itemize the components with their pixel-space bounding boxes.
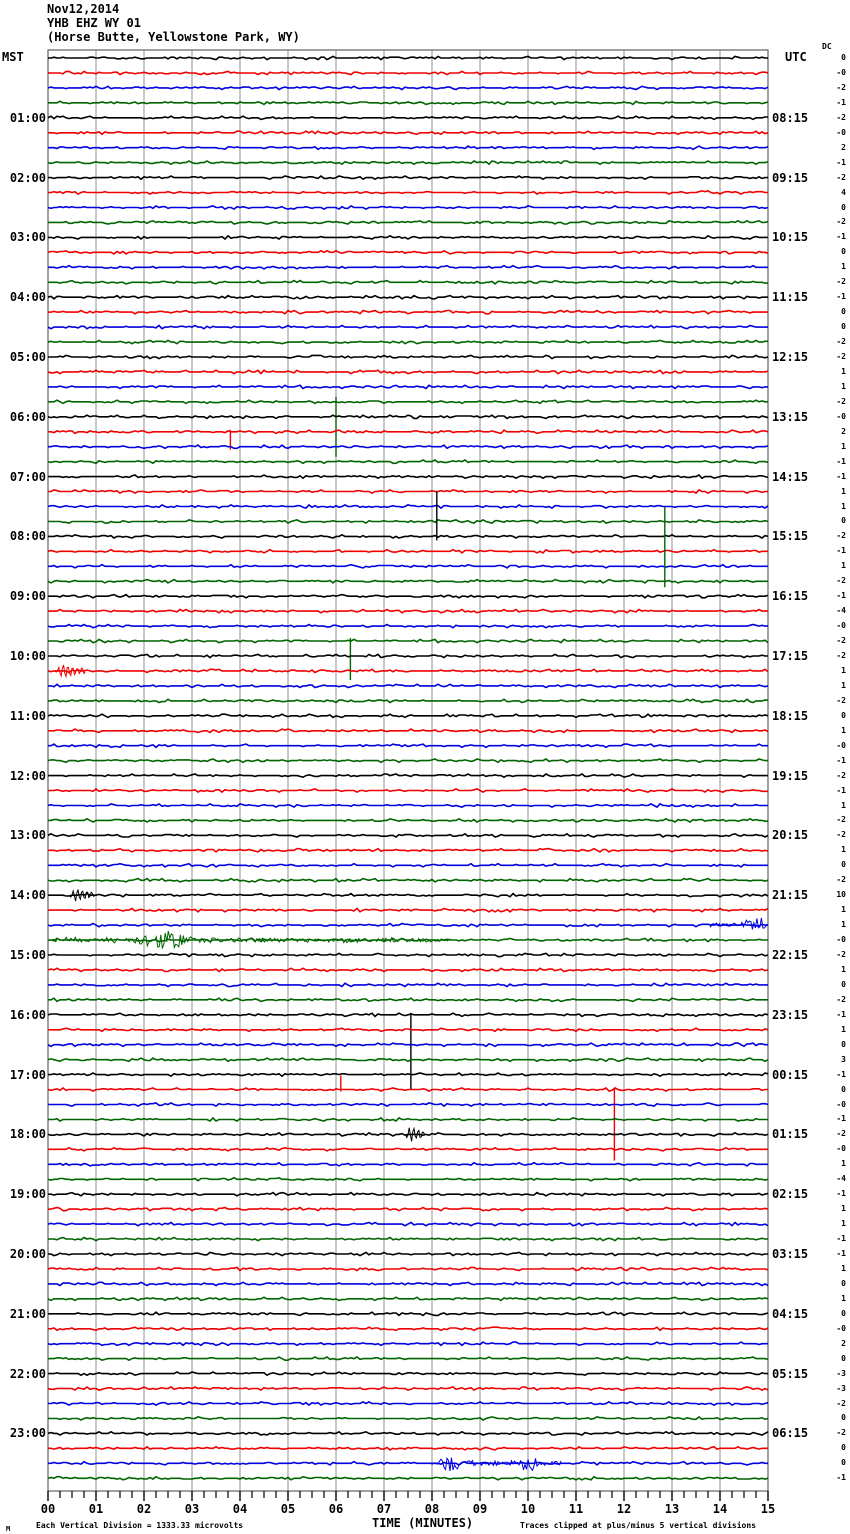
seismogram-trace xyxy=(48,340,768,343)
dc-offset-value: 0 xyxy=(841,53,846,62)
seismogram-trace xyxy=(48,864,768,867)
dc-offset-value: 1 xyxy=(841,501,846,511)
dc-offset-value: 1 xyxy=(841,1024,846,1034)
clipping-note: Traces clipped at plus/minus 5 vertical divisions xyxy=(520,1521,757,1530)
minute-tick-label: 02 xyxy=(136,1502,152,1516)
seismogram-trace xyxy=(48,1193,768,1196)
dc-offset-value: -1 xyxy=(836,1473,846,1483)
utc-time-label: 02:15 xyxy=(772,1187,809,1202)
dc-offset-value: -4 xyxy=(836,606,846,616)
seismogram-trace xyxy=(48,535,768,538)
dc-offset-value: 1 xyxy=(841,680,846,690)
dc-offset-value: 0 xyxy=(841,307,846,317)
dc-offset-value: -3 xyxy=(836,1368,846,1378)
dc-offset-value: 0 xyxy=(841,202,846,212)
dc-offset-value: -2 xyxy=(836,950,846,959)
dc-offset-value: -1 xyxy=(836,1009,846,1019)
seismogram-trace xyxy=(48,894,768,897)
dc-offset-value: -1 xyxy=(836,755,846,765)
seismogram-trace xyxy=(48,430,768,433)
mst-axis-title: MST xyxy=(2,50,24,64)
minute-tick-label: 01 xyxy=(88,1502,104,1516)
utc-time-label: 09:15 xyxy=(772,170,809,185)
seismogram-trace xyxy=(48,759,768,762)
mst-time-label: 04:00 xyxy=(9,290,46,305)
minute-tick-label: 12 xyxy=(616,1502,632,1516)
seismogram-trace xyxy=(48,909,768,912)
minute-tick-label: 07 xyxy=(376,1502,392,1516)
dc-offset-value: -2 xyxy=(836,576,846,586)
dc-offset-value: 0 xyxy=(841,322,846,332)
utc-time-label: 22:15 xyxy=(772,948,809,962)
seismogram-trace xyxy=(48,983,768,986)
dc-offset-value: 1 xyxy=(841,665,846,675)
utc-time-label: 13:15 xyxy=(772,409,809,424)
dc-column-title: DC xyxy=(822,42,832,51)
utc-time-label: 15:15 xyxy=(772,529,809,544)
seismogram-trace xyxy=(48,1387,768,1390)
mst-time-label: 22:00 xyxy=(9,1366,46,1381)
seismogram-trace xyxy=(48,1417,768,1420)
dc-offset-value: 1 xyxy=(841,1204,846,1214)
seismogram-trace xyxy=(48,699,768,702)
utc-time-label: 01:15 xyxy=(772,1127,809,1142)
seismogram-trace xyxy=(48,729,768,732)
mst-time-label: 06:00 xyxy=(9,409,46,424)
plot-frame xyxy=(48,50,768,1491)
dc-offset-value: -0 xyxy=(836,1323,846,1333)
seismogram-trace xyxy=(48,1118,768,1121)
seismogram-trace xyxy=(48,610,768,613)
dc-offset-value: 10 xyxy=(836,890,846,900)
mst-time-label: 12:00 xyxy=(9,768,46,783)
mst-time-label: 10:00 xyxy=(9,649,46,663)
dc-offset-value: 0 xyxy=(841,1039,846,1049)
dc-offset-value: -1 xyxy=(836,785,846,795)
dc-offset-value: -2 xyxy=(836,830,846,840)
seismogram-trace xyxy=(48,1043,768,1046)
seismogram-trace xyxy=(48,1148,768,1151)
dc-offset-value: 0 xyxy=(841,1443,846,1453)
seismogram-trace xyxy=(48,1327,768,1330)
mst-time-label: 16:00 xyxy=(9,1007,46,1022)
minute-tick-label: 09 xyxy=(472,1502,488,1516)
footer-margin-mark: M xyxy=(6,1525,11,1533)
dc-offset-value: -2 xyxy=(836,82,846,92)
seismogram-trace xyxy=(48,565,768,568)
dc-offset-value: 1 xyxy=(841,486,846,496)
seismogram-trace xyxy=(48,221,768,224)
dc-offset-value: -2 xyxy=(836,815,846,825)
mst-time-label: 21:00 xyxy=(9,1306,46,1321)
event-tremor xyxy=(710,918,767,929)
dc-offset-value: -0 xyxy=(836,740,846,750)
minute-tick-label: 08 xyxy=(424,1502,440,1516)
seismogram-trace xyxy=(48,206,768,209)
seismogram-trace xyxy=(48,849,768,852)
seismogram-trace xyxy=(48,774,768,777)
dc-offset-value: -2 xyxy=(836,112,846,122)
seismogram-trace xyxy=(48,819,768,822)
utc-time-label: 11:15 xyxy=(772,290,809,305)
dc-offset-value: -0 xyxy=(836,1099,846,1109)
seismogram-trace xyxy=(48,251,768,254)
minute-tick-label: 06 xyxy=(328,1502,344,1516)
dc-offset-value: -2 xyxy=(836,994,846,1004)
event-tremor xyxy=(53,931,451,948)
dc-offset-value: 1 xyxy=(841,561,846,571)
seismogram-trace xyxy=(48,744,768,747)
dc-offset-value: -0 xyxy=(836,67,846,77)
seismogram-trace xyxy=(48,1372,768,1375)
seismogram-trace xyxy=(48,56,768,59)
dc-offset-value: -1 xyxy=(836,1114,846,1124)
minute-tick-label: 04 xyxy=(232,1502,248,1516)
dc-offset-value: -1 xyxy=(836,1234,846,1244)
seismogram-trace xyxy=(48,879,768,882)
seismogram-trace xyxy=(48,1028,768,1031)
seismogram-trace xyxy=(48,101,768,104)
seismogram-trace xyxy=(48,654,768,657)
dc-offset-value: 1 xyxy=(841,381,846,391)
minute-tick-label: 10 xyxy=(520,1502,536,1516)
utc-axis-title: UTC xyxy=(785,50,807,64)
utc-time-label: 00:15 xyxy=(772,1067,809,1082)
seismogram-trace xyxy=(48,370,768,373)
dc-offset-value: 0 xyxy=(841,1458,846,1468)
dc-offset-value: -1 xyxy=(836,97,846,107)
seismogram-trace xyxy=(48,639,768,642)
seismogram-trace xyxy=(48,281,768,284)
mst-time-label: 07:00 xyxy=(9,469,46,484)
utc-time-label: 06:15 xyxy=(772,1426,809,1441)
dc-offset-value: -2 xyxy=(836,1398,846,1408)
seismogram-trace xyxy=(48,789,768,792)
seismogram-trace xyxy=(48,445,768,448)
seismogram-trace xyxy=(48,1088,768,1091)
seismogram-trace xyxy=(48,385,768,388)
utc-time-label: 19:15 xyxy=(772,768,809,783)
dc-offset-value: -2 xyxy=(836,531,846,541)
minute-tick-label: 15 xyxy=(760,1502,776,1516)
mst-time-label: 05:00 xyxy=(9,350,46,364)
dc-offset-value: 0 xyxy=(841,1353,846,1363)
seismogram-trace xyxy=(48,1208,768,1211)
dc-offset-value: -1 xyxy=(836,471,846,481)
seismogram-trace xyxy=(48,1013,768,1016)
dc-offset-value: 1 xyxy=(841,1293,846,1303)
dc-offset-value: 0 xyxy=(841,1278,846,1288)
seismogram-trace xyxy=(48,1282,768,1285)
location-label: (Horse Butte, Yellowstone Park, WY) xyxy=(47,30,300,44)
utc-time-label: 08:15 xyxy=(772,110,809,125)
mst-time-label: 09:00 xyxy=(9,589,46,604)
seismogram-trace xyxy=(48,1058,768,1061)
dc-offset-value: -1 xyxy=(836,232,846,242)
mst-time-label: 19:00 xyxy=(9,1187,46,1202)
dc-offset-value: 1 xyxy=(841,1219,846,1229)
dc-offset-value: 0 xyxy=(841,1084,846,1094)
dc-offset-value: 1 xyxy=(841,1159,846,1169)
seismogram-trace xyxy=(48,191,768,194)
seismogram-trace xyxy=(48,415,768,418)
seismogram-trace xyxy=(48,1462,768,1465)
dc-offset-value: 1 xyxy=(841,905,846,915)
utc-time-label: 03:15 xyxy=(772,1247,809,1261)
seismogram-trace xyxy=(48,131,768,134)
utc-time-label: 16:15 xyxy=(772,589,809,604)
seismogram-trace xyxy=(48,669,768,672)
seismogram-trace xyxy=(48,1163,768,1166)
mst-time-label: 23:00 xyxy=(9,1426,46,1441)
event-earthquake xyxy=(406,1128,425,1142)
mst-time-label: 01:00 xyxy=(9,110,46,125)
dc-offset-value: 1 xyxy=(841,845,846,855)
event-tremor xyxy=(432,1458,561,1471)
seismogram-trace xyxy=(48,311,768,314)
seismogram-trace xyxy=(48,1432,768,1435)
seismogram-trace xyxy=(48,1103,768,1106)
seismogram-trace xyxy=(48,266,768,269)
seismogram-trace xyxy=(48,475,768,478)
dc-offset-value: 1 xyxy=(841,262,846,272)
seismogram-trace xyxy=(48,1267,768,1270)
utc-time-label: 21:15 xyxy=(772,888,809,903)
dc-offset-value: 0 xyxy=(841,979,846,989)
minute-tick-label: 00 xyxy=(40,1502,56,1516)
dc-offset-value: -0 xyxy=(836,935,846,945)
minute-tick-label: 14 xyxy=(712,1502,728,1516)
seismogram-trace xyxy=(48,595,768,598)
dc-offset-value: -0 xyxy=(836,621,846,631)
dc-offset-value: 0 xyxy=(841,710,846,720)
minute-tick-label: 11 xyxy=(568,1502,584,1516)
dc-offset-value: -2 xyxy=(836,277,846,287)
seismogram-trace xyxy=(48,1447,768,1450)
seismogram-trace xyxy=(48,71,768,74)
dc-offset-value: -2 xyxy=(836,172,846,182)
dc-offset-value: 1 xyxy=(841,800,846,810)
dc-offset-value: -0 xyxy=(836,1144,846,1154)
seismogram-trace xyxy=(48,1238,768,1241)
seismogram-trace xyxy=(48,714,768,717)
mst-time-label: 15:00 xyxy=(9,948,46,962)
seismogram-trace xyxy=(48,116,768,119)
dc-offset-value: -2 xyxy=(836,337,846,347)
dc-offset-value: -2 xyxy=(836,217,846,227)
seismogram-trace xyxy=(48,355,768,358)
station-label: YHB EHZ WY 01 xyxy=(47,16,141,30)
seismogram-trace xyxy=(48,968,768,971)
utc-time-label: 18:15 xyxy=(772,708,809,723)
dc-offset-value: -2 xyxy=(836,352,846,361)
dc-offset-value: -1 xyxy=(836,591,846,601)
mst-time-label: 13:00 xyxy=(9,828,46,843)
seismogram-trace xyxy=(48,86,768,89)
minute-tick-label: 05 xyxy=(280,1502,296,1516)
minute-tick-label: 13 xyxy=(664,1502,680,1516)
scale-note: Each Vertical Division = 1333.33 microvolts xyxy=(36,1521,244,1530)
seismogram-trace xyxy=(48,684,768,687)
seismogram-trace xyxy=(48,460,768,463)
dc-offset-value: -1 xyxy=(836,1249,846,1258)
utc-time-label: 12:15 xyxy=(772,350,809,364)
dc-offset-value: 1 xyxy=(841,441,846,451)
dc-offset-value: 2 xyxy=(841,142,846,152)
dc-offset-value: -0 xyxy=(836,127,846,137)
seismogram-trace xyxy=(48,550,768,553)
dc-offset-value: -3 xyxy=(836,1383,846,1393)
dc-offset-value: 0 xyxy=(841,860,846,870)
seismogram-trace xyxy=(48,834,768,837)
dc-offset-value: 4 xyxy=(841,187,846,197)
dc-offset-value: -2 xyxy=(836,1129,846,1139)
mst-time-label: 03:00 xyxy=(9,230,46,245)
dc-offset-value: -0 xyxy=(836,411,846,421)
dc-offset-value: -1 xyxy=(836,1069,846,1079)
seismogram-trace xyxy=(48,176,768,179)
seismogram-trace xyxy=(48,953,768,956)
dc-offset-value: 1 xyxy=(841,920,846,930)
dc-offset-value: 1 xyxy=(841,725,846,735)
seismogram-trace xyxy=(48,400,768,403)
dc-offset-value: 1 xyxy=(841,964,846,974)
seismogram-trace xyxy=(48,1297,768,1300)
seismogram-trace xyxy=(48,1342,768,1345)
seismogram-trace xyxy=(48,1252,768,1255)
seismogram-trace xyxy=(48,146,768,149)
dc-offset-value: 1 xyxy=(841,366,846,376)
dc-offset-value: -4 xyxy=(836,1174,846,1184)
seismogram-trace xyxy=(48,1357,768,1360)
seismogram-trace xyxy=(48,520,768,523)
seismogram-trace xyxy=(48,1223,768,1226)
mst-time-label: 17:00 xyxy=(9,1067,46,1082)
dc-offset-value: 3 xyxy=(841,1054,846,1064)
minute-tick-label: 03 xyxy=(184,1502,200,1516)
seismogram-trace xyxy=(48,580,768,583)
seismogram-trace xyxy=(48,804,768,807)
dc-offset-value: -1 xyxy=(836,546,846,556)
seismogram-trace xyxy=(48,1178,768,1181)
seismogram-trace xyxy=(48,1402,768,1405)
dc-offset-value: -1 xyxy=(836,456,846,466)
dc-offset-value: 0 xyxy=(841,1413,846,1423)
dc-offset-value: 1 xyxy=(841,1263,846,1273)
seismogram-trace xyxy=(48,505,768,508)
mst-time-label: 18:00 xyxy=(9,1127,46,1142)
dc-offset-value: -2 xyxy=(836,636,846,646)
mst-time-label: 08:00 xyxy=(9,529,46,544)
dc-offset-value: -2 xyxy=(836,695,846,705)
date-label: Nov12,2014 xyxy=(47,2,120,16)
seismogram-trace xyxy=(48,326,768,329)
mst-time-label: 20:00 xyxy=(9,1247,46,1261)
seismogram-trace xyxy=(48,625,768,628)
dc-offset-value: -1 xyxy=(836,292,846,302)
seismogram-trace xyxy=(48,490,768,493)
seismogram-trace xyxy=(48,161,768,164)
dc-offset-value: 0 xyxy=(841,516,846,526)
utc-time-label: 10:15 xyxy=(772,230,809,245)
dc-offset-value: -2 xyxy=(836,770,846,780)
seismogram-trace xyxy=(48,296,768,299)
dc-offset-value: -2 xyxy=(836,651,846,660)
dc-offset-value: 2 xyxy=(841,1338,846,1348)
dc-offset-value: -2 xyxy=(836,875,846,885)
mst-time-label: 14:00 xyxy=(9,888,46,903)
utc-time-label: 05:15 xyxy=(772,1366,809,1381)
seismogram-trace xyxy=(48,1477,768,1480)
seismogram-trace xyxy=(48,236,768,239)
utc-time-label: 04:15 xyxy=(772,1306,809,1321)
utc-time-label: 23:15 xyxy=(772,1007,809,1022)
seismogram-trace xyxy=(48,998,768,1001)
utc-time-label: 20:15 xyxy=(772,828,809,843)
seismogram-trace xyxy=(48,1073,768,1076)
dc-offset-value: -2 xyxy=(836,396,846,406)
seismogram-trace xyxy=(48,1312,768,1315)
dc-offset-value: 0 xyxy=(841,247,846,257)
mst-time-label: 02:00 xyxy=(9,170,46,185)
dc-offset-value: -1 xyxy=(836,157,846,167)
dc-offset-value: -2 xyxy=(836,1428,846,1438)
dc-offset-value: 2 xyxy=(841,426,846,436)
x-axis-title: TIME (MINUTES) xyxy=(372,1516,474,1530)
utc-time-label: 14:15 xyxy=(772,469,809,484)
dc-offset-value: 0 xyxy=(841,1308,846,1318)
dc-offset-value: -1 xyxy=(836,1189,846,1199)
utc-time-label: 17:15 xyxy=(772,649,809,663)
mst-time-label: 11:00 xyxy=(9,708,46,723)
seismogram-trace xyxy=(48,924,768,927)
